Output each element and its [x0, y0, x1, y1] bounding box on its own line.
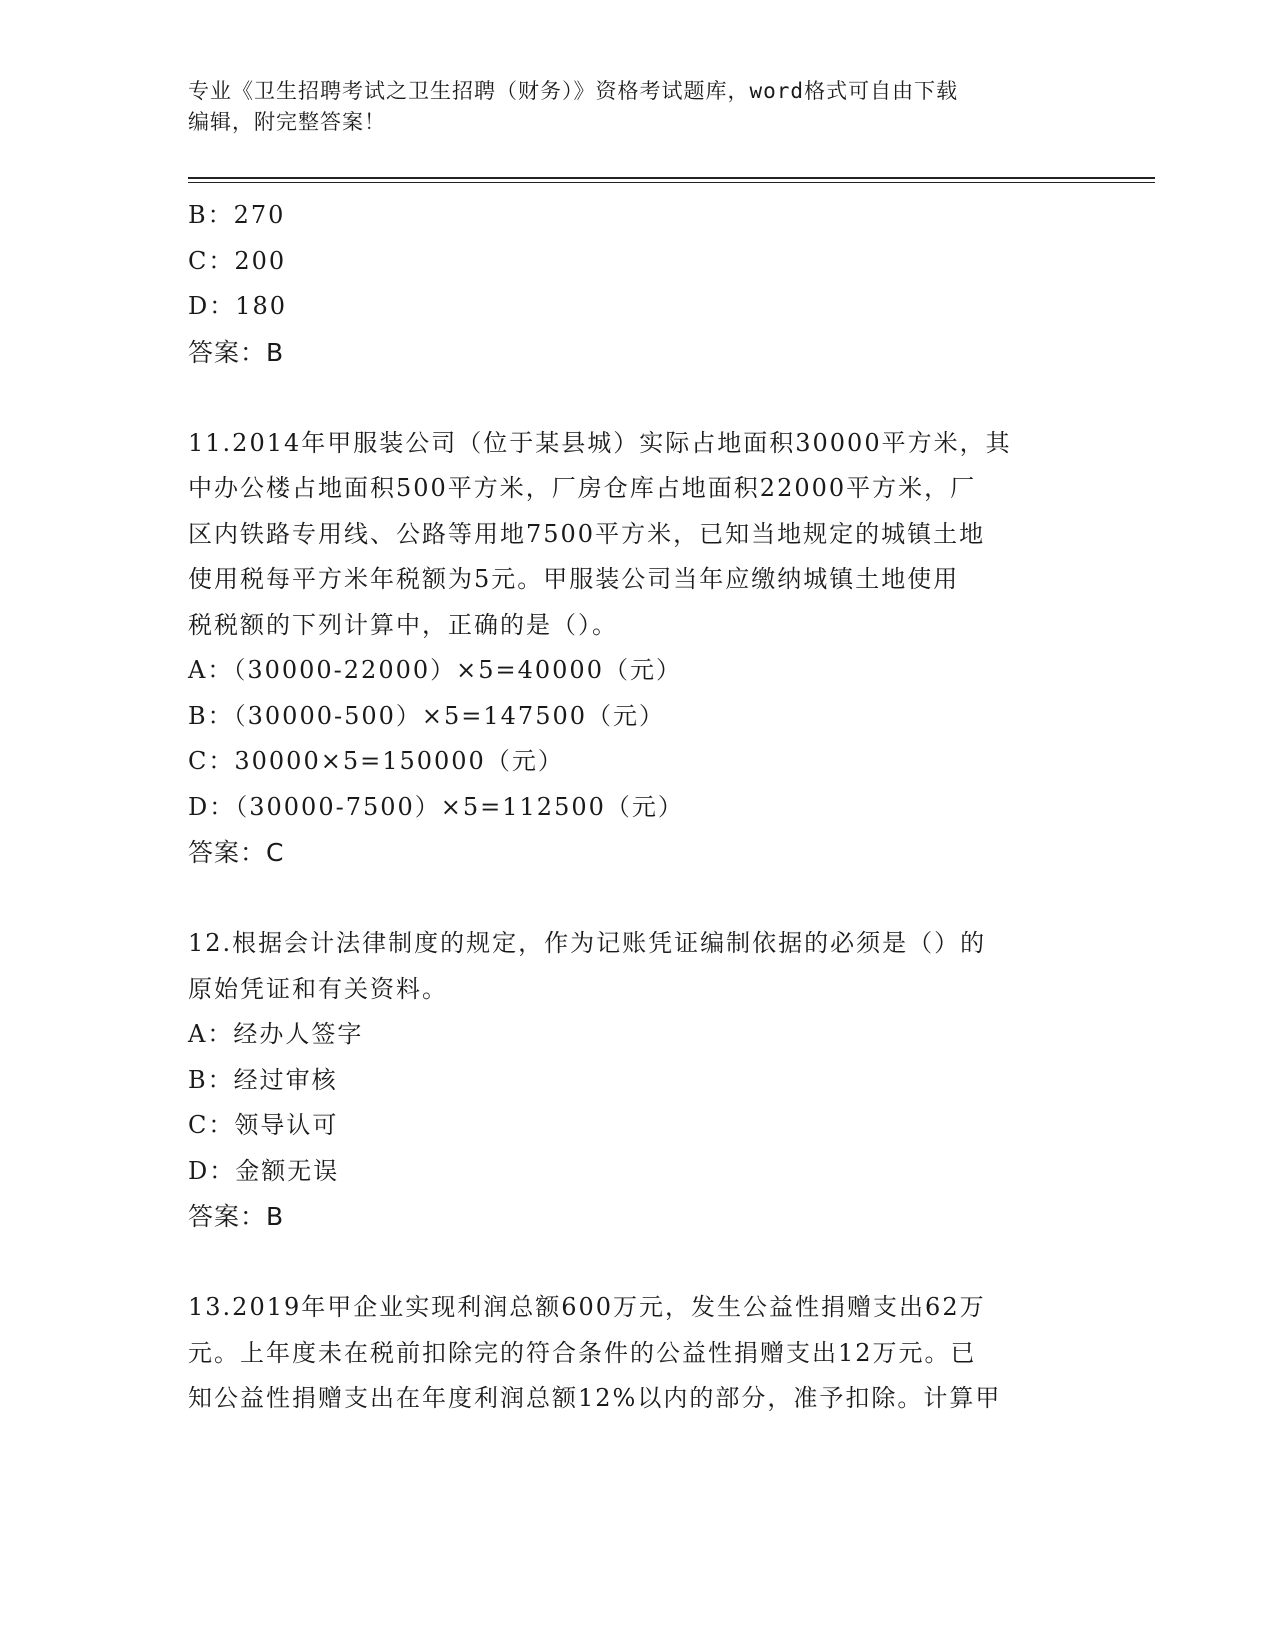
- document-body: [188, 193, 1088, 1422]
- answer: 答案：B: [188, 337, 285, 367]
- question-12: [188, 921, 1088, 1240]
- option-d: D：180: [188, 292, 288, 320]
- header-divider-thin: [188, 182, 1155, 183]
- answer: 答案：C: [188, 838, 285, 867]
- header-line-1: 专业《卫生招聘考试之卫生招聘（财务）》资格考试题库，word格式可自由下载: [188, 79, 959, 103]
- question-text-line: 11.2014年甲服装公司（位于某县城）实际占地面积30000平方米，其: [188, 428, 1012, 457]
- option-b: B：270: [188, 201, 286, 229]
- question-text-line: 元。上年度未在税前扣除完的符合条件的公益性捐赠支出12万元。已: [188, 1338, 977, 1367]
- question-text-line: 使用税每平方米年税额为5元。甲服装公司当年应缴纳城镇土地使用: [188, 565, 960, 593]
- prev-question: [188, 193, 1088, 375]
- option-b: B：经过审核: [188, 1065, 338, 1094]
- option-c: C：30000×5=150000（元）: [188, 747, 564, 775]
- question-text-line: 知公益性捐赠支出在年度利润总额12%以内的部分，准予扣除。计算甲: [188, 1384, 1002, 1412]
- question-text-line: 税税额的下列计算中，正确的是（）。: [188, 610, 618, 639]
- option-d: D：（30000-7500）×5=112500（元）: [188, 792, 684, 821]
- option-b: B：（30000-500）×5=147500（元）: [188, 701, 666, 730]
- header-divider: [188, 177, 1155, 179]
- option-c: C：领导认可: [188, 1111, 339, 1139]
- header-line-2: 编辑，附完整答案！: [188, 110, 386, 134]
- page-header: [188, 76, 1088, 138]
- question-text-line: 中办公楼占地面积500平方米，厂房仓库占地面积22000平方米，厂: [188, 474, 977, 502]
- question-11: [188, 421, 1088, 876]
- option-d: D：金额无误: [188, 1156, 340, 1185]
- question-text-line: 原始凭证和有关资料。: [188, 974, 448, 1003]
- option-c: C：200: [188, 246, 287, 275]
- question-13: [188, 1285, 1088, 1422]
- question-text-line: 13.2019年甲企业实现利润总额600万元，发生公益性捐赠支出62万: [188, 1293, 986, 1321]
- option-a: A：（30000-22000）×5=40000（元）: [188, 656, 682, 684]
- question-text-line: 区内铁路专用线、公路等用地7500平方米，已知当地规定的城镇土地: [188, 519, 986, 548]
- answer: 答案：B: [188, 1202, 285, 1231]
- option-a: A：经办人签字: [188, 1020, 364, 1048]
- question-text-line: 12.根据会计法律制度的规定，作为记账凭证编制依据的必须是（）的: [188, 929, 987, 957]
